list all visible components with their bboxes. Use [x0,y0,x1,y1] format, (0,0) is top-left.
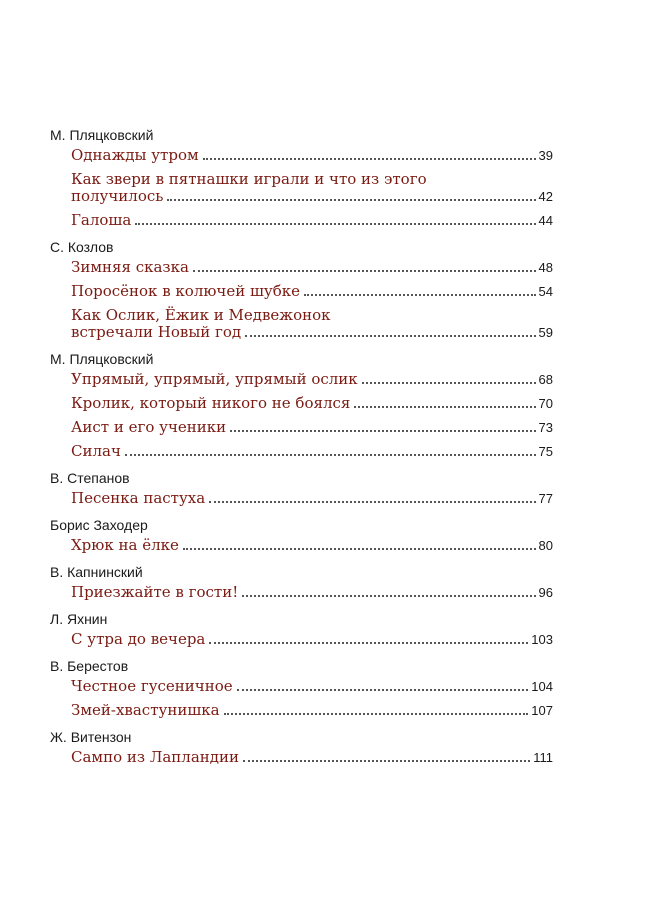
toc-entry[interactable] [50,171,553,205]
page-number: 75 [538,444,553,459]
dot-leader [245,334,535,337]
toc-section [50,126,553,229]
toc-entry[interactable] [50,283,553,300]
toc-entry[interactable] [50,307,553,341]
page-number: 70 [538,396,553,411]
entry-title: Однажды утром [71,146,199,164]
page-number: 96 [538,585,553,600]
author-name: М. Пляцковский [50,351,154,367]
author-name: В. Степанов [50,470,130,486]
author-name: Ж. Витензон [50,729,132,745]
toc-entry[interactable] [50,702,553,719]
entry-title-line1: Как звери в пятнашки играли и что из этого [71,170,427,188]
entry-title: встречали Новый год [71,323,242,341]
page-number: 42 [538,189,553,204]
author-name: С. Козлов [50,239,114,255]
page-number: 39 [538,148,553,163]
entry-title: получилось [71,187,164,205]
toc-entry[interactable] [50,395,553,412]
dot-leader [125,453,536,456]
dot-leader [209,641,528,644]
page-number: 77 [538,491,553,506]
toc-section [50,563,553,601]
page-number: 80 [538,538,553,553]
toc-entry[interactable] [50,371,553,388]
toc-entry[interactable] [50,147,553,164]
entry-title: Змей-хвастунишка [71,701,220,719]
dot-leader [362,381,536,384]
entry-title: Честное гусеничное [71,677,233,695]
page-number: 59 [538,325,553,340]
dot-leader [304,293,536,296]
toc-entry[interactable] [50,749,553,766]
entry-title: Силач [71,442,121,460]
toc-entry[interactable] [50,443,553,460]
dot-leader [237,688,529,691]
toc-entry[interactable] [50,537,553,554]
toc-entry[interactable] [50,419,553,436]
dot-leader [354,405,535,408]
toc-section [50,516,553,554]
author-name: В. Берестов [50,658,129,674]
page-number: 111 [533,750,553,765]
toc-section [50,238,553,341]
entry-title: Галоша [71,211,132,229]
dot-leader [135,222,535,225]
page-number: 107 [531,703,553,718]
entry-title: Хрюк на ёлке [71,536,179,554]
dot-leader [193,269,536,272]
table-of-contents [50,126,553,773]
toc-section [50,728,553,766]
dot-leader [209,500,535,503]
entry-title: Упрямый, упрямый, упрямый ослик [71,370,358,388]
entry-title: Приезжайте в гости! [71,583,239,601]
dot-leader [242,594,535,597]
toc-entry[interactable] [50,259,553,276]
dot-leader [243,759,530,762]
entry-title: С утра до вечера [71,630,206,648]
author-name: М. Пляцковский [50,127,154,143]
toc-section [50,610,553,648]
entry-title: Аист и его ученики [71,418,227,436]
entry-title: Песенка пастуха [71,489,206,507]
toc-section [50,657,553,719]
toc-entry[interactable] [50,490,553,507]
entry-title: Зимняя сказка [71,258,189,276]
toc-section [50,350,553,460]
page-number: 104 [531,679,553,694]
entry-title: Поросёнок в колючей шубке [71,282,301,300]
toc-entry[interactable] [50,631,553,648]
page-number: 68 [538,372,553,387]
dot-leader [167,198,535,201]
entry-title: Кролик, который никого не боялся [71,394,351,412]
dot-leader [224,712,529,715]
toc-entry[interactable] [50,584,553,601]
page-number: 54 [538,284,553,299]
page-number: 73 [538,420,553,435]
dot-leader [230,429,535,432]
page-number: 44 [538,213,553,228]
dot-leader [203,157,536,160]
author-name: Л. Яхнин [50,611,108,627]
entry-title: Сампо из Лапландии [71,748,239,766]
toc-entry[interactable] [50,212,553,229]
author-name: Борис Заходер [50,517,148,533]
toc-entry[interactable] [50,678,553,695]
toc-section [50,469,553,507]
dot-leader [183,547,536,550]
author-name: В. Капнинский [50,564,143,580]
page-number: 103 [531,632,553,647]
page-number: 48 [538,260,553,275]
entry-title-line1: Как Ослик, Ёжик и Медвежонок [71,306,331,324]
